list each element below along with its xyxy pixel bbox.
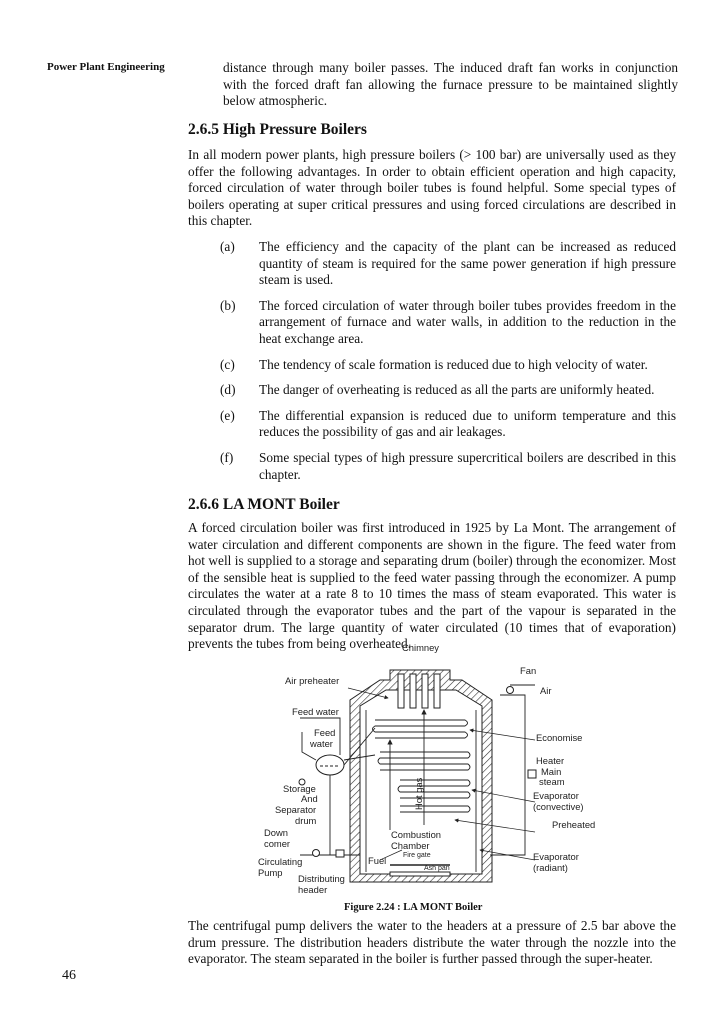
- section-high-pressure-boilers: [188, 121, 676, 653]
- list-text: The differential expansion is reduced due to uniform temperature and this reduces the possibility of gas and air leakages.: [259, 407, 676, 440]
- list-marker: (e): [220, 407, 235, 423]
- list-marker: (a): [220, 238, 235, 254]
- label-chamber: Chamber: [391, 840, 430, 851]
- label-separator: Separator: [275, 804, 317, 815]
- label-drum: drum: [295, 815, 317, 826]
- label-distributing: Distributing: [298, 873, 345, 884]
- list-item: [188, 408, 676, 441]
- label-down: Down: [264, 827, 288, 838]
- distributing-header-icon: [336, 850, 344, 857]
- label-evaporator-conv-b: (convective): [533, 801, 584, 812]
- section-paragraph: In all modern power plants, high pressure boilers (> 100 bar) are universally used as they offer the following advantages. In order to obtain efficient operation and high capacity, forced circulation of water through boiler tubes is found helpful. Some special types of boilers operating at super critical pressures and using forced circulations are described in this chapter.: [188, 147, 676, 229]
- list-text: The efficiency and the capacity of the plant can be increased as reduced quantity of steam is required for the same power generation if high pressure steam is used.: [259, 238, 676, 288]
- figure-caption: Figure 2.24 : LA MONT Boiler: [344, 902, 483, 913]
- label-heater: Heater: [536, 755, 565, 766]
- list-text: The tendency of scale formation is reduced due to high velocity of water.: [259, 356, 648, 372]
- list-text: Some special types of high pressure supercritical boilers are described in this chapter.: [259, 449, 676, 482]
- list-marker: (f): [220, 449, 234, 465]
- page-number: 46: [62, 968, 76, 983]
- label-main-steam-a: Main: [541, 766, 562, 777]
- label-feed-a: Feed: [314, 727, 336, 738]
- label-feed-b: water: [310, 738, 333, 749]
- label-ash-pan: Ash pan: [424, 865, 450, 872]
- list-marker: (c): [220, 356, 235, 372]
- list-item: [188, 450, 676, 483]
- label-hot-gas: Hot gas: [413, 777, 424, 810]
- list-marker: (b): [220, 297, 236, 313]
- list-text: The forced circulation of water through boiler tubes provides freedom in the arrangement of furnace and water walls, in addition to the reduction in the heat exchange area.: [259, 297, 676, 346]
- label-chimney: Chimney: [402, 642, 439, 653]
- main-steam-valve-icon: [528, 770, 536, 778]
- la-mont-boiler-diagram: [240, 640, 620, 895]
- fan-icon: [507, 687, 514, 694]
- closing-section: [188, 918, 676, 968]
- separator-drum: [316, 755, 344, 775]
- closing-paragraph: The centrifugal pump delivers the water to the headers at a pressure of 2.5 bar above the drum pressure. The distribution headers distribute the water through the nozzle into the evaporator. The steam separated in the boiler is further passed through the super-heater.: [188, 918, 676, 967]
- label-storage: Storage: [283, 783, 316, 794]
- label-feed-water: Feed water: [292, 706, 339, 717]
- section-heading: 2.6.5 High Pressure Boilers: [188, 121, 367, 138]
- list-text: The danger of overheating is reduced as all the parts are uniformly heated.: [259, 382, 655, 398]
- running-header: Power Plant Engineering: [47, 61, 165, 73]
- intro-paragraph: distance through many boiler passes. The induced draft fan works in conjunction with the forced draft fan allowing the furnace pressure to be maintained slightly below atmospheric.: [223, 60, 678, 109]
- list-item: [188, 298, 676, 348]
- label-air: Air: [540, 685, 552, 696]
- label-fire-gate: Fire gate: [403, 852, 431, 859]
- label-fan: Fan: [520, 665, 537, 676]
- list-marker: (d): [220, 382, 236, 398]
- label-pump: Pump: [258, 867, 283, 878]
- label-and: And: [301, 793, 318, 804]
- label-air-preheater: Air preheater: [285, 675, 340, 686]
- label-main-steam-b: steam: [539, 776, 565, 787]
- label-fuel: Fuel: [368, 855, 387, 866]
- list-item: [188, 239, 676, 289]
- label-comer: comer: [264, 838, 291, 849]
- label-preheated: Preheated: [552, 819, 596, 830]
- section-paragraph: A forced circulation boiler was first introduced in 1925 by La Mont. The arrangement of water circulation and different components are shown in the figure. The feed water from hot well is supplied to a storage and separating drum (boiler) through the economizer. Most of the sensible heat is supplied to the feed water passing through the economizer. A pump circulates the water at a rate 8 to 10 times the mass of steam evaporated. This water is circulated through the evaporator tubes and the part of the vapour is separated in the separator drum. The large quantity of water circulated (10 times that of evaporation) prevents the tubes from being overheated.: [188, 520, 676, 652]
- ash-pan: [390, 872, 450, 876]
- label-evaporator-conv-a: Evaporator: [533, 790, 579, 801]
- section-heading: 2.6.6 LA MONT Boiler: [188, 496, 340, 514]
- label-evaporator-rad-b: (radiant): [533, 862, 568, 873]
- label-header: header: [298, 884, 328, 895]
- label-circulating: Circulating: [258, 856, 303, 867]
- label-evaporator-rad-a: Evaporator: [533, 851, 579, 862]
- label-economiser: Economise: [536, 732, 583, 743]
- circulating-pump-icon: [313, 850, 320, 857]
- label-combustion: Combustion: [391, 829, 442, 840]
- list-item: [188, 357, 676, 374]
- list-item: [188, 382, 676, 399]
